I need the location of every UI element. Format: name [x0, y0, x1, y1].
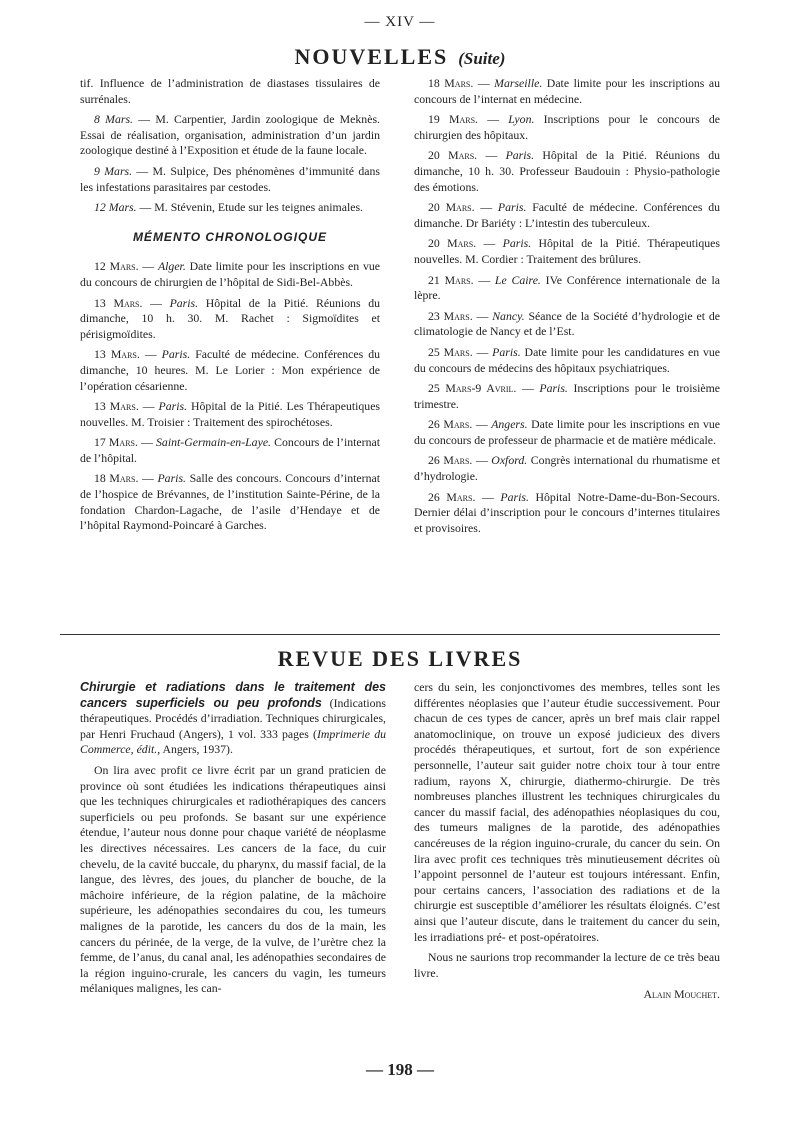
revue-right-column [414, 680, 720, 1003]
review-body: On lira avec profit ce livre écrit par un grand praticien de province où sont étudiées les indications thérapeutiques ainsi que les techniques chirurgicales et radiothérapiques des cancers superficiels ou peu profonds. Se basant sur une expérience étendue, l’auteur nous donne pour chaque variété de néoplasme les directives nécessaires. Les cancers de la face, du cuir chevelu, de la cavité buccale, du pharynx, du massif facial, de la langue, des lèvres, des joues, du plancher de bouche, de la mâchoire inférieure, de la région palatine, de la mâchoire supérieure, les adénopathies secondaires du cou, les tumeurs malignes de la parotide, les cancers du dos de la main, les cancers du périnée, de la verge, de la vulve, de l’urètre chez la femme, de l’anus, du canal anal, les adénopathies secondaires de la région inguino-crurale, les cancers du vagin, les tumeurs mélaniques malignes, les can- [80, 762, 386, 996]
page-number: — 198 — [366, 1060, 434, 1079]
memento-entry: 13 Mars. — Paris. Hôpital de la Pitié. Réunions du dimanche, 10 h. 30. M. Rachet : Sigmoïdites et périsigmoïdites. [80, 295, 381, 341]
memento-entry: 18 Mars. — Marseille. Date limite pour les inscriptions au concours de l’internat en médecine. [414, 76, 721, 106]
review-closing: Nous ne saurions trop recommander la lecture de ce très beau livre. [414, 950, 720, 980]
nouvelles-right-column [414, 76, 720, 541]
memento-entry: 21 Mars. — Le Caire. IVe Conférence internationale de la lèpre. [414, 272, 720, 303]
memento-entry: 23 Mars. — Nancy. Séance de la Société d’hydrologie et de climatologie de Nancy et de l’Est. [414, 308, 720, 339]
memento-entry: 25 Mars-9 Avril. — Paris. Inscriptions pour le troisième trimestre. [414, 381, 720, 411]
book-reference: Chirurgie et radiations dans le traitement des cancers superficiels ou peu profonds (Indications thérapeutiques. Procédés d’irradiation. Techniques chirurgicales, par Henri Fruchaud (Angers), 1 vol. 333 pages (Imprimerie du Commerce, édit., Angers, 1937). [80, 680, 387, 757]
memento-entry: 19 Mars. — Lyon. Inscriptions pour le concours de chirurgien des hôpitaux. [414, 112, 720, 142]
memento-entry: 20 Mars. — Paris. Hôpital de la Pitié. Thérapeutiques nouvelles. M. Cordier : Traitement des brûlures. [414, 236, 720, 266]
list-item: 8 Mars. — M. Carpentier, Jardin zoologique de Meknès. Essai de réalisation, organisation, administration d’un jardin zoologique destiné à l’Exposition et étude de la faune locale. [80, 112, 380, 158]
memento-entry: 20 Mars. — Paris. Faculté de médecine. Conférences du dimanche. Dr Bariéty : L’intestin des tuberculeux. [414, 200, 721, 230]
memento-entry: 26 Mars. — Angers. Date limite pour les inscriptions en vue du concours de professeur de pharmacie et de matière médicale. [414, 417, 720, 447]
memento-entry: 13 Mars. — Paris. Hôpital de la Pitié. Les Thérapeutiques nouvelles. M. Troisier : Traitement des spirochétoses. [80, 399, 381, 429]
revue-title: REVUE DES LIVRES [277, 646, 523, 671]
memento-entry: 26 Mars. — Paris. Hôpital Notre-Dame-du-Bon-Secours. Dernier délai d’inscription pour le concours d’internes titulaires et provisoires. [414, 489, 721, 535]
nouvelles-left-column [80, 76, 380, 539]
review-body: cers du sein, les conjonctivomes des membres, telles sont les différentes néoplasies que l’auteur étudie successivement. Pour chacun de ces types de cancer, après un bref mais clair rappel anatomoclinique, on trouve un exposé judicieux des divers procédés thérapeutiques, et surtout, fort de son expérience personnelle, l’auteur sait guider notre choix tour à tour entre radium, rayons X, chirurgie, diathermo-chirurgie. De très nombreuses planches illustrent les techniques chirurgicales du cancer du massif facial, des adénopathies néoplasiques du cou, des tumeurs malignes de la parotide, des adénopathies cancéreuses de la région inguino-crurale, du cancer du sein. On lira avec profit ces techniques très minutieusement décrites où l’appoint personnel de l’auteur est toujours intéressant. Enfin, pour certains cancers, l’association des radiations et de la chirurgie est susceptible d’améliorer les résultats éloignés. C’est ainsi que l’auteur discute, dans le traitement du cancer du sein, les irradiations pré- et post-opératoires. [414, 680, 720, 944]
revue-left-column [80, 680, 386, 1002]
memento-heading: MÉMENTO CHRONOLOGIQUE [132, 229, 328, 244]
review-signature: Alain Mouchet. [643, 987, 720, 1002]
list-item: 9 Mars. — M. Sulpice, Des phénomènes d’immunité dans les infestations parasitaires par cestodes. [80, 163, 380, 194]
memento-entry: 12 Mars. — Alger. Date limite pour les inscriptions en vue du concours de chirurgien de l’hôpital de Sidi-Bel-Abbès. [80, 259, 380, 289]
memento-entry: 18 Mars. — Paris. Salle des concours. Concours d’internat de l’hospice de Brévannes, de l’institution Sainte-Périne, de la fondation Chardon-Lagache, de l’asile d’Hendaye et de l’hôpital Raymond-Poincaré à Garches. [80, 471, 381, 533]
page-folio: — XIV — [364, 14, 436, 30]
section-title [0, 44, 800, 70]
list-item: tif. Influence de l’administration de diastases tissulaires de surrénales. [80, 76, 380, 106]
memento-entry: 20 Mars. — Paris. Hôpital de la Pitié. Réunions du dimanche, 10 h. 30. Professeur Baudouin : Physio-pathologie des émotions. [414, 148, 721, 194]
memento-entry: 26 Mars. — Oxford. Congrès international du rhumatisme et d’hydrologie. [414, 453, 720, 484]
memento-entry: 17 Mars. — Saint-Germain-en-Laye. Concours de l’internat de l’hôpital. [80, 435, 381, 465]
memento-entry: 13 Mars. — Paris. Faculté de médecine. Conférences du dimanche, 10 heures. M. Le Lorier : Mon expérience de l’opération césarienne. [80, 347, 381, 393]
section-divider [60, 634, 720, 635]
section-title-main: NOUVELLES [294, 44, 449, 69]
list-item: 12 Mars. — M. Stévenin, Etude sur les teignes animales. [94, 200, 364, 215]
memento-entry: 25 Mars. — Paris. Date limite pour les candidatures en vue du concours de médecins des hôpitaux psychiatriques. [414, 344, 720, 375]
section-title-suite: (Suite) [458, 49, 506, 68]
